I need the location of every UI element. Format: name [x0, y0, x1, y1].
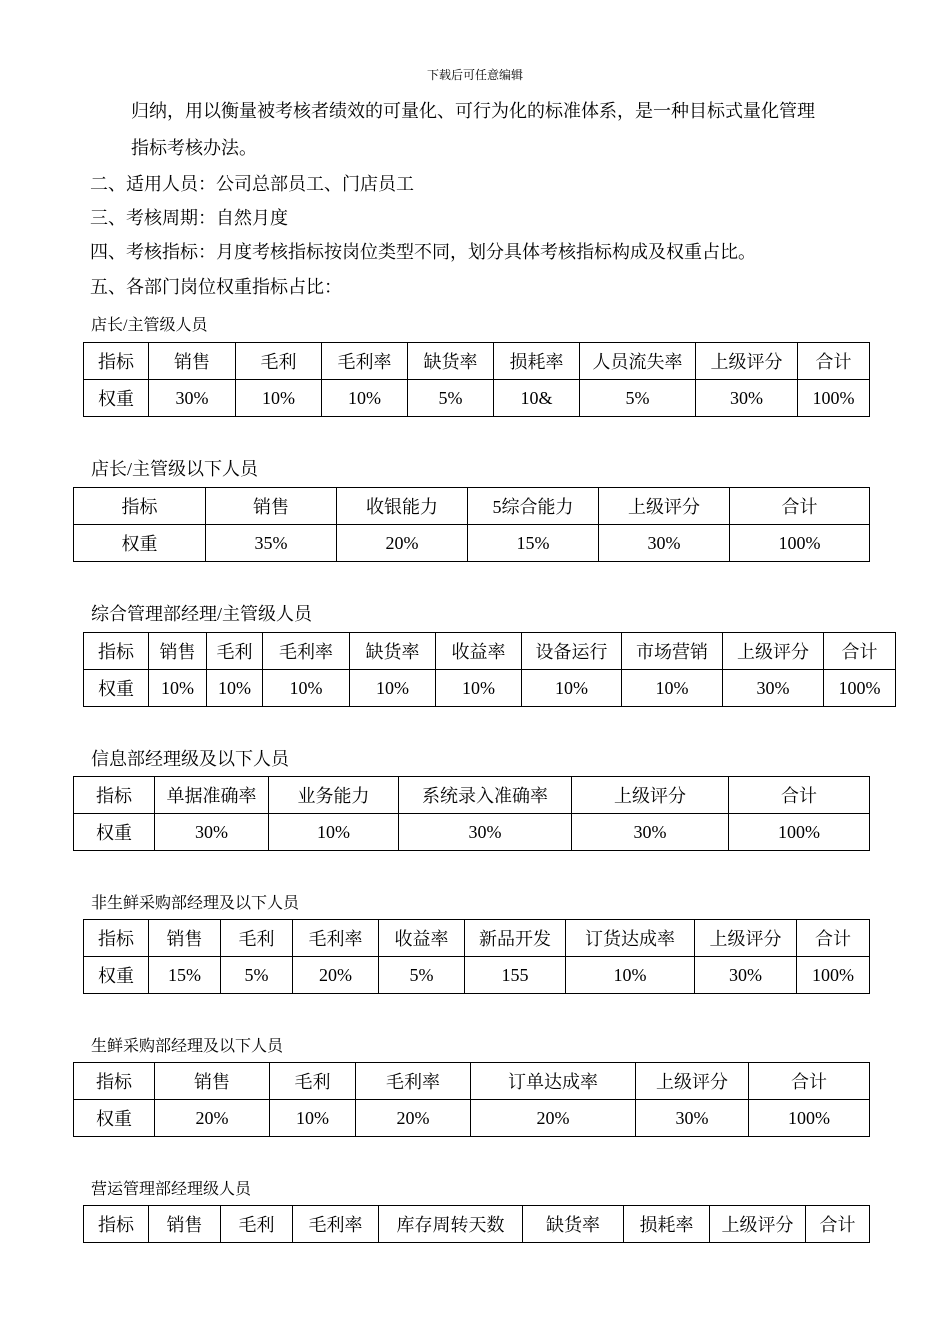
table-cell: 30% [599, 525, 730, 562]
header-cell: 合计 [798, 343, 870, 380]
table-row [84, 380, 870, 417]
table-header-row [74, 1063, 870, 1100]
table-cell: 100% [730, 525, 870, 562]
header-cell: 毛利 [270, 1063, 356, 1100]
header-cell: 指标 [74, 777, 155, 814]
header-cell: 指标 [84, 343, 149, 380]
table-cell: 30% [696, 380, 798, 417]
table-cell: 15% [149, 957, 221, 994]
weight-table-operations-management [83, 1205, 870, 1243]
table-cell: 15% [468, 525, 599, 562]
header-cell: 市场营销 [622, 633, 723, 670]
table-cell: 30% [155, 814, 269, 851]
table-cell: 10% [622, 670, 723, 707]
header-cell: 指标 [84, 920, 149, 957]
table-cell: 100% [749, 1100, 870, 1137]
table-caption: 信息部经理级及以下人员 [91, 749, 289, 769]
table-row [74, 814, 870, 851]
header-cell: 订单达成率 [471, 1063, 636, 1100]
weight-table-fresh-purchasing [73, 1062, 870, 1137]
table-header-row [74, 488, 870, 525]
table-cell: 10% [270, 1100, 356, 1137]
table-cell: 5% [580, 380, 696, 417]
table-cell: 10% [322, 380, 408, 417]
header-cell: 销售 [149, 1206, 221, 1243]
table-cell: 权重 [74, 525, 206, 562]
table-cell: 20% [155, 1100, 270, 1137]
table-cell: 5% [379, 957, 465, 994]
header-cell: 系统录入准确率 [399, 777, 572, 814]
table-row [84, 670, 896, 707]
table-cell: 20% [337, 525, 468, 562]
table-cell: 权重 [74, 814, 155, 851]
page-header: 下载后可任意编辑 [426, 68, 523, 82]
table-cell: 10% [207, 670, 263, 707]
table-cell: 35% [206, 525, 337, 562]
table-caption: 店长/主管级以下人员 [91, 459, 259, 479]
header-cell: 毛利率 [263, 633, 350, 670]
header-cell: 上级评分 [599, 488, 730, 525]
header-cell: 毛利 [221, 1206, 293, 1243]
header-cell: 合计 [730, 488, 870, 525]
table-row [84, 957, 870, 994]
header-cell: 指标 [74, 488, 206, 525]
header-cell: 销售 [149, 920, 221, 957]
weight-table-information-dept [73, 776, 870, 851]
header-cell: 设备运行 [522, 633, 622, 670]
header-cell: 业务能力 [269, 777, 399, 814]
section-applicable-staff: 二、适用人员：公司总部员工、门店员工 [90, 174, 414, 194]
table-cell: 10% [566, 957, 695, 994]
header-cell: 缺货率 [408, 343, 494, 380]
table-cell: 权重 [84, 670, 149, 707]
header-cell: 合计 [797, 920, 870, 957]
header-cell: 上级评分 [723, 633, 824, 670]
header-cell: 毛利率 [322, 343, 408, 380]
table-caption: 生鲜采购部经理及以下人员 [91, 1038, 284, 1055]
table-cell: 20% [471, 1100, 636, 1137]
table-cell: 权重 [84, 380, 149, 417]
table-cell: 100% [729, 814, 870, 851]
table-header-row [74, 777, 870, 814]
table-cell: 30% [572, 814, 729, 851]
table-cell: 权重 [84, 957, 149, 994]
table-row [74, 525, 870, 562]
table-caption: 综合管理部经理/主管级人员 [91, 604, 312, 624]
header-cell: 销售 [149, 343, 236, 380]
paragraph-1-line-1: 归纳，用以衡量被考核者绩效的可量化、可行为化的标准体系，是一种目标式量化管理 [131, 101, 815, 121]
header-cell: 缺货率 [350, 633, 436, 670]
table-cell: 30% [149, 380, 236, 417]
weight-table-non-fresh-purchasing [83, 919, 870, 994]
header-cell: 上级评分 [696, 343, 798, 380]
header-cell: 销售 [149, 633, 207, 670]
paragraph-1-line-2: 指标考核办法。 [131, 138, 257, 158]
header-cell: 上级评分 [695, 920, 797, 957]
header-cell: 合计 [824, 633, 896, 670]
table-cell: 10% [269, 814, 399, 851]
header-cell: 上级评分 [636, 1063, 749, 1100]
header-cell: 合计 [729, 777, 870, 814]
header-cell: 销售 [155, 1063, 270, 1100]
header-cell: 收益率 [436, 633, 522, 670]
table-cell: 100% [824, 670, 896, 707]
header-cell: 指标 [84, 1206, 149, 1243]
header-cell: 订货达成率 [566, 920, 695, 957]
header-cell: 毛利 [207, 633, 263, 670]
table-cell: 权重 [74, 1100, 155, 1137]
header-cell: 5综合能力 [468, 488, 599, 525]
header-cell: 指标 [84, 633, 149, 670]
header-cell: 收银能力 [337, 488, 468, 525]
table-caption: 营运管理部经理级人员 [91, 1181, 252, 1198]
header-cell: 指标 [74, 1063, 155, 1100]
header-cell: 毛利 [221, 920, 293, 957]
header-cell: 损耗率 [624, 1206, 710, 1243]
header-cell: 合计 [806, 1206, 870, 1243]
table-cell: 30% [636, 1100, 749, 1137]
weight-table-store-manager [83, 342, 870, 417]
table-cell: 10% [436, 670, 522, 707]
table-cell: 20% [356, 1100, 471, 1137]
table-cell: 100% [797, 957, 870, 994]
table-cell: 20% [293, 957, 379, 994]
table-cell: 30% [723, 670, 824, 707]
table-cell: 10% [263, 670, 350, 707]
table-header-row [84, 920, 870, 957]
header-cell: 损耗率 [494, 343, 580, 380]
weight-table-store-staff [73, 487, 870, 562]
header-cell: 合计 [749, 1063, 870, 1100]
table-cell: 10% [236, 380, 322, 417]
header-cell: 新品开发 [465, 920, 566, 957]
header-cell: 毛利率 [293, 920, 379, 957]
header-cell: 收益率 [379, 920, 465, 957]
section-assessment-period: 三、考核周期：自然月度 [90, 208, 288, 228]
header-cell: 库存周转天数 [379, 1206, 523, 1243]
section-assessment-indicators: 四、考核指标：月度考核指标按岗位类型不同，划分具体考核指标构成及权重占比。 [90, 242, 756, 262]
header-cell: 毛利率 [356, 1063, 471, 1100]
header-cell: 人员流失率 [580, 343, 696, 380]
table-cell: 155 [465, 957, 566, 994]
table-cell: 10% [149, 670, 207, 707]
table-header-row [84, 1206, 870, 1243]
header-cell: 毛利率 [293, 1206, 379, 1243]
table-cell: 5% [408, 380, 494, 417]
table-cell: 30% [695, 957, 797, 994]
table-cell: 10& [494, 380, 580, 417]
table-cell: 10% [522, 670, 622, 707]
header-cell: 销售 [206, 488, 337, 525]
table-header-row [84, 343, 870, 380]
header-cell: 单据准确率 [155, 777, 269, 814]
table-row [74, 1100, 870, 1137]
table-header-row [84, 633, 896, 670]
header-cell: 毛利 [236, 343, 322, 380]
header-cell: 缺货率 [523, 1206, 624, 1243]
table-cell: 10% [350, 670, 436, 707]
header-cell: 上级评分 [710, 1206, 806, 1243]
table-cell: 5% [221, 957, 293, 994]
table-caption: 非生鲜采购部经理及以下人员 [91, 895, 300, 912]
weight-table-general-management [83, 632, 896, 707]
section-weight-ratio: 五、各部门岗位权重指标占比： [90, 277, 342, 297]
table-cell: 30% [399, 814, 572, 851]
table-caption: 店长/主管级人员 [91, 317, 208, 334]
table-cell: 100% [798, 380, 870, 417]
header-cell: 上级评分 [572, 777, 729, 814]
